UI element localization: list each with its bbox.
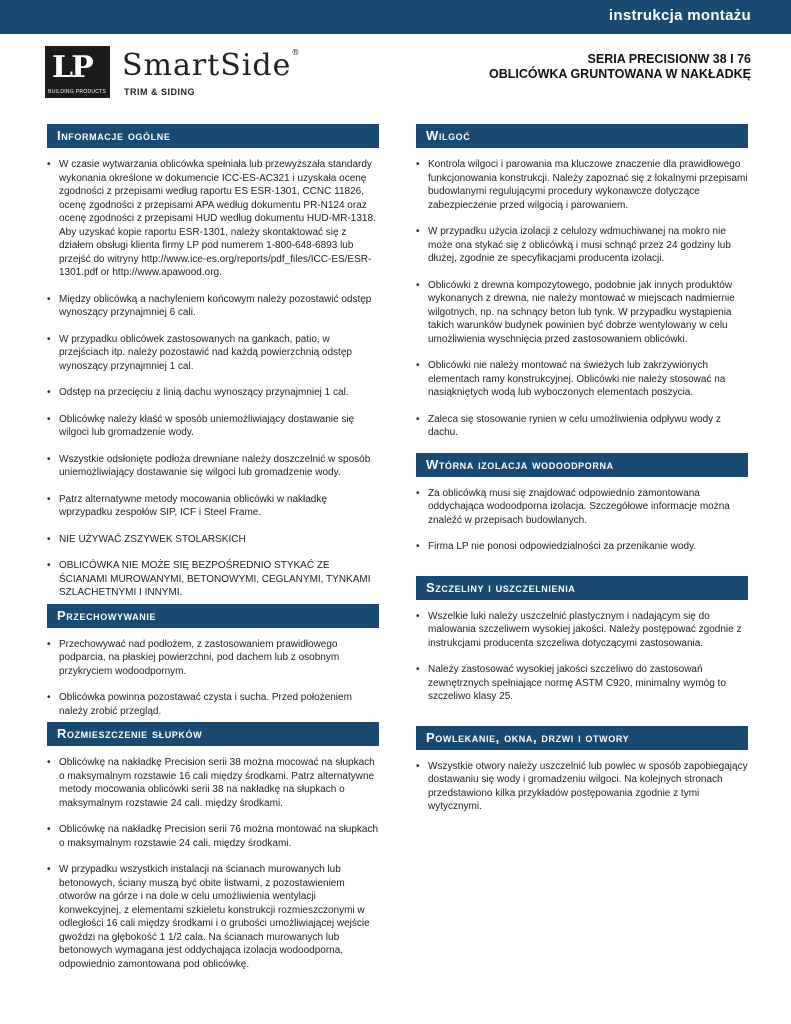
list-item: • Patrz alternatywne metody mocowania oblicówki w nakładkę wprzypadku zespołów SIP, ICF i Steel Frame. <box>47 493 379 520</box>
lp-logo-tagline: BUILDING PRODUCTS <box>48 89 107 95</box>
section-stud-spacing <box>47 722 379 971</box>
section-moisture <box>416 124 748 440</box>
smartside-brand <box>122 48 300 83</box>
registered-mark: ® <box>291 48 301 57</box>
document-type-title: instrukcja montażu <box>608 7 751 24</box>
list-item: • Wszystkie odsłonięte podłoża drewniane należy doszczelnić w sposób uniemożliwiający dostawanie się wilgoci lub gromadzenie wody. <box>47 453 379 480</box>
list-item: • Kontrola wilgoci i parowania ma kluczowe znaczenie dla prawidłowego funkcjonowania konstrukcji. Należy zapoznać się z lokalnymi przepisami budowlanymi regulującymi procedury wykonawcze dotyczące zabezpieczenie przed wilgocią i parowaniem. <box>416 158 748 212</box>
bullet-list <box>416 487 748 554</box>
list-item: • Wszystkie otwory należy uszczelnić lub powlec w sposób zapobiegający dostawaniu się wody i gromadzeniu wilgoci. Na kolejnych stronach przedstawiono kilka przykładów postępowania zgodnie z tymi wytycznymi. <box>416 760 748 814</box>
section-secondary-barrier <box>416 453 748 554</box>
bullet-list <box>416 760 748 814</box>
right-column <box>416 124 748 827</box>
list-item: • Za oblicówką musi się znajdować odpowiednio zamontowana oddychająca wodoodporna izolacja. Szczegółowe informacje można znaleźć w przepisach budowlanych. <box>416 487 748 528</box>
list-item: • Zaleca się stosowanie rynien w celu umożliwienia odpływu wody z dachu. <box>416 413 748 440</box>
list-item: • Oblicówkę na nakładkę Precision serii 76 można montować na słupkach o maksymalnym rozstawie 24 cali. między środkami. <box>47 823 379 850</box>
series-line-1: SERIA PRECISIONW 38 I 76 <box>587 52 751 66</box>
section-coating-openings <box>416 726 748 814</box>
section-general-info <box>47 124 379 600</box>
list-item: • W przypadku oblicówek zastosowanych na gankach, patio, w przejściach itp. należy pozostawić nad każdą powierzchnią odstęp wynoszący przynajmniej 1 cal. <box>47 333 379 374</box>
bullet-list <box>47 638 379 719</box>
section-gaps-sealing <box>416 576 748 704</box>
section-title: Wilgoć <box>416 124 748 148</box>
list-item: • W czasie wytwarzania oblicówka spełniała lub przewyższała standardy wykonania określone w dokumencie ICC-ES-AC321 i uzyskała ocenę zgodności z przepisami według raportu ES ESR-1301, CCNC 11826, ocenę zgodności z przepisami APA według dokumentu PR-N124 oraz ocenę zgodności z przepisami HUD według dokumentu HUD-MR-1318. Aby uzyskać kopie raportu ESR-1301, należy skontaktować się z działem obsługi klienta firmy LP pod numerem 1-800-648-6893 lub przejść do witryny http://www.ice-es.org/reports/pdf_files/ICC-ES/ESR-1301.pdf or http://www.apawood.org. <box>47 158 379 280</box>
list-item: • W przypadku wszystkich instalacji na ścianach murowanych lub betonowych, ściany muszą być obite listwami, z pozostawieniem otworów na górze i na dole w celu umożliwienia wentylacji konwekcyjnej, z elementami szkieletu konstrukcji rozmieszczonymi w odległości 16 cali między środkami i o grubości umożliwiającej wejście gwoździ na głębokość 1 1/2 cala. Na ścianach murowanych lub betonowych wymagana jest oddychająca izolacja wodoodporna, odpowiednio zamontowana pod oblicówkę. <box>47 863 379 971</box>
section-title: Szczeliny i uszczelnienia <box>416 576 748 600</box>
list-item: • Oblicówki nie należy montować na świeżych lub zakrzywionych elementach ramy konstrukcyjnej. Oblicówki nie należy stosować na nasiąkniętych wodą lub wyboczonych elementach poszycia. <box>416 359 748 400</box>
list-item: • Przechowywać nad podłożem, z zastosowaniem prawidłowego podparcia, na płaskiej powierzchni, pod dachem lub z osobnym przykryciem wodoodpornym. <box>47 638 379 679</box>
bullet-list <box>416 610 748 704</box>
list-item: • Oblicówki z drewna kompozytowego, podobnie jak innych produktów wykonanych z drewna, nie należy montować w miejscach nadmiernie wilgotnych, np. na schnący beton lub tynk. W przypadku wystąpienia takich warunków budynek powinien być dobrze wentylowany w celu umożliwienia wyschnięcia przed zastosowaniem oblicówki. <box>416 279 748 347</box>
brand-subtitle: TRIM & SIDING <box>124 87 195 97</box>
list-item: • Między oblicówką a nachyleniem końcowym należy pozostawić odstęp wynoszący przynajmniej 6 cali. <box>47 293 379 320</box>
section-title: Rozmieszczenie słupków <box>47 722 379 746</box>
top-banner <box>0 0 791 34</box>
series-line-2: OBLICÓWKA GRUNTOWANA W NAKŁADKĘ <box>488 67 751 81</box>
list-item: • Firma LP nie ponosi odpowiedzialności za przenikanie wody. <box>416 540 748 554</box>
bullet-list <box>416 158 748 440</box>
list-item: • OBLICÓWKA NIE MOŻE SIĘ BEZPOŚREDNIO STYKAĆ ZE ŚCIANAMI MUROWANYMI, BETONOWYMI, CEGLANYMI, TYNKAMI SZLACHETNYMI I INNYMI. <box>47 559 379 600</box>
list-item: • NIE UŻYWAĆ ZSZYWEK STOLARSKICH <box>47 533 379 547</box>
list-item: • W przypadku użycia izolacji z celulozy wdmuchiwanej na mokro nie może ona stykać się z oblicówką i musi schnąć przez 24 godziny lub dłużej, zgodnie ze specyfikacjami producenta izolacji. <box>416 225 748 266</box>
list-item: • Oblicówkę należy kłaść w sposób uniemożliwiający dostawanie się wilgoci lub gromadzenie wody. <box>47 413 379 440</box>
list-item: • Należy zastosować wysokiej jakości szczeliwo do zastosowań zewnętrznych spełniające normę ASTM C920, minimalny wymóg to szczeliwo klasy 25. <box>416 663 748 704</box>
section-title: Wtórna izolacja wodoodporna <box>416 453 748 477</box>
section-storage <box>47 604 379 719</box>
brand-name: SmartSide <box>122 48 292 83</box>
list-item: • Wszelkie luki należy uszczelnić plastycznym i nadającym się do malowania szczeliwem wysokiej jakości. Należy postępować zgodnie z instrukcjami producenta szczeliwa dotyczącymi zastosowania. <box>416 610 748 651</box>
list-item: • Oblicówkę na nakładkę Precision serii 38 można mocować na słupkach o maksymalnym rozstawie 16 cali między środkami. Patrz alternatywne metody mocowania oblicówki serii 38 na nakładkę na słupkach o maksymalnym rozstawie 24 cali. między środkami. <box>47 756 379 810</box>
lp-logo <box>45 46 110 98</box>
list-item: • Odstęp na przecięciu z linią dachu wynoszący przynajmniej 1 cal. <box>47 386 379 400</box>
left-column <box>47 124 379 984</box>
section-title: Przechowywanie <box>47 604 379 628</box>
section-title: Informacje ogólne <box>47 124 379 148</box>
list-item: • Oblicówka powinna pozostawać czysta i sucha. Przed położeniem należy zrobić przegląd. <box>47 691 379 718</box>
series-title <box>489 52 751 82</box>
bullet-list <box>47 756 379 971</box>
bullet-list <box>47 158 379 600</box>
lp-logo-mark: LP <box>52 50 92 85</box>
section-title: Powlekanie, okna, drzwi i otwory <box>416 726 748 750</box>
